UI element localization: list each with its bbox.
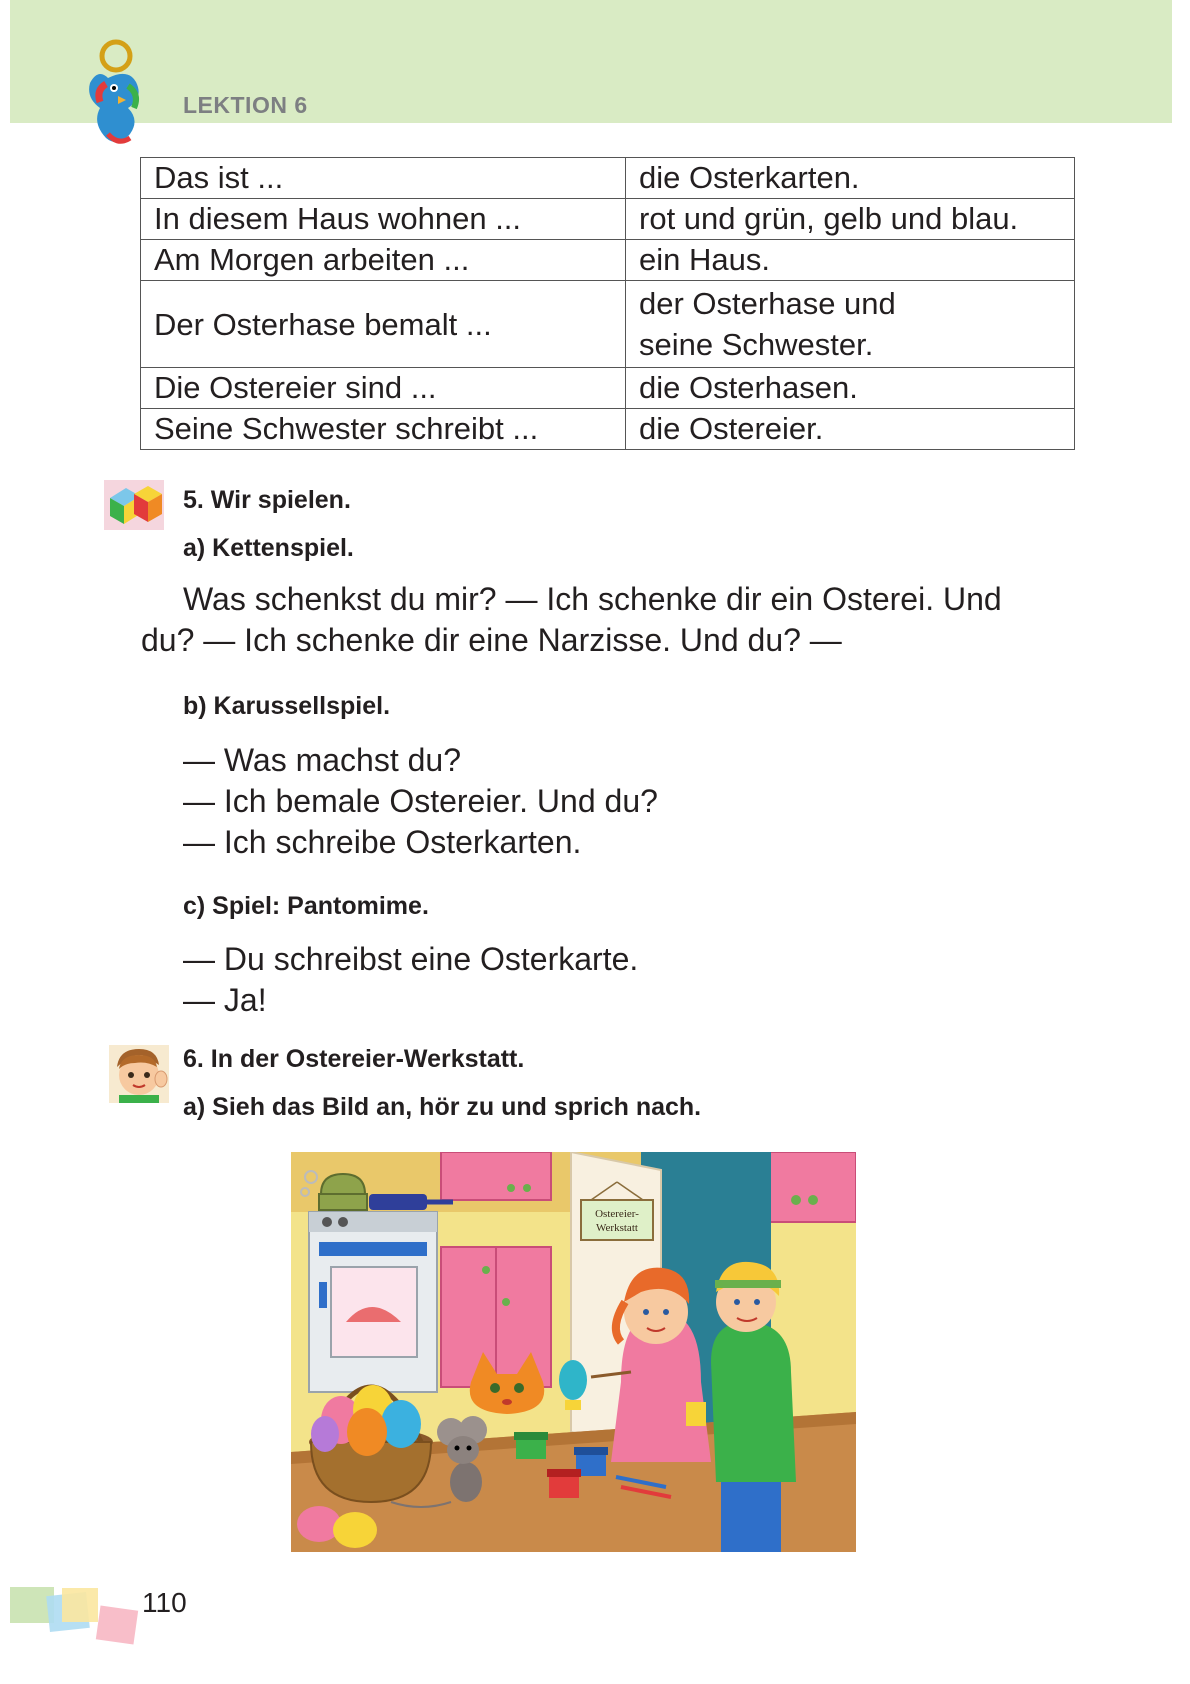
lesson-label: LEKTION 6	[183, 92, 308, 118]
table-row	[141, 368, 1075, 409]
table-row	[141, 240, 1075, 281]
task5-c-line: — Du schreibst eine Osterkarte.	[183, 941, 639, 977]
task5-c-title: c) Spiel: Pantomime.	[183, 892, 429, 920]
task5-b-title: b) Karussellspiel.	[183, 692, 391, 720]
task5-a-line2: du? — Ich schenke dir eine Narzisse. Und du? —	[141, 622, 842, 658]
table-cell-right: die Osterkarten.	[626, 158, 1075, 199]
task5-b-line: — Ich schreibe Osterkarten.	[183, 824, 582, 860]
matching-table	[140, 157, 1075, 450]
table-cell-left: Das ist ...	[141, 158, 626, 199]
table-cell-right-line: der Osterhase und	[639, 286, 896, 321]
table-cell-left: Die Ostereier sind ...	[141, 368, 626, 409]
task5-b-line: — Was machst du?	[183, 742, 462, 778]
task6-a-title: a) Sieh das Bild an, hör zu und sprich nach.	[183, 1093, 702, 1121]
footer-color-squares	[0, 1584, 150, 1654]
table-row	[141, 199, 1075, 240]
table-cell-left: Seine Schwester schreibt ...	[141, 409, 626, 450]
table-cell-right-line: seine Schwester.	[639, 327, 874, 362]
table-row	[141, 158, 1075, 199]
task6-title: 6. In der Ostereier-Werkstatt.	[183, 1045, 525, 1073]
task5-b-line: — Ich bemale Ostereier. Und du?	[183, 783, 658, 819]
table-cell-right: die Ostereier.	[626, 409, 1075, 450]
task5-c-line: — Ja!	[183, 982, 267, 1018]
task5-a-line1: Was schenkst du mir? — Ich schenke dir ein Osterei. Und	[183, 581, 1002, 617]
task5-a-title: a) Kettenspiel.	[183, 534, 354, 562]
table-cell-right: ein Haus.	[626, 240, 1075, 281]
page-number: 110	[142, 1587, 187, 1618]
workshop-sign-line: Werkstatt	[596, 1222, 638, 1234]
table-cell-right	[626, 281, 1075, 368]
parrot-keychain-icon	[78, 38, 168, 150]
dice-icon	[104, 480, 164, 530]
table-cell-left: In diesem Haus wohnen ...	[141, 199, 626, 240]
easter-workshop-illustration	[291, 1152, 856, 1552]
table-cell-left: Am Morgen arbeiten ...	[141, 240, 626, 281]
easter-workshop-scene	[291, 1152, 856, 1552]
table-cell-left: Der Osterhase bemalt ...	[141, 281, 626, 368]
table-cell-right: die Osterhasen.	[626, 368, 1075, 409]
task5-title: 5. Wir spielen.	[183, 486, 351, 514]
table-row	[141, 409, 1075, 450]
workshop-sign-line: Ostereier-	[595, 1208, 639, 1220]
table-cell-right: rot und grün, gelb und blau.	[626, 199, 1075, 240]
listening-boy-icon	[109, 1045, 169, 1103]
table-row	[141, 281, 1075, 368]
